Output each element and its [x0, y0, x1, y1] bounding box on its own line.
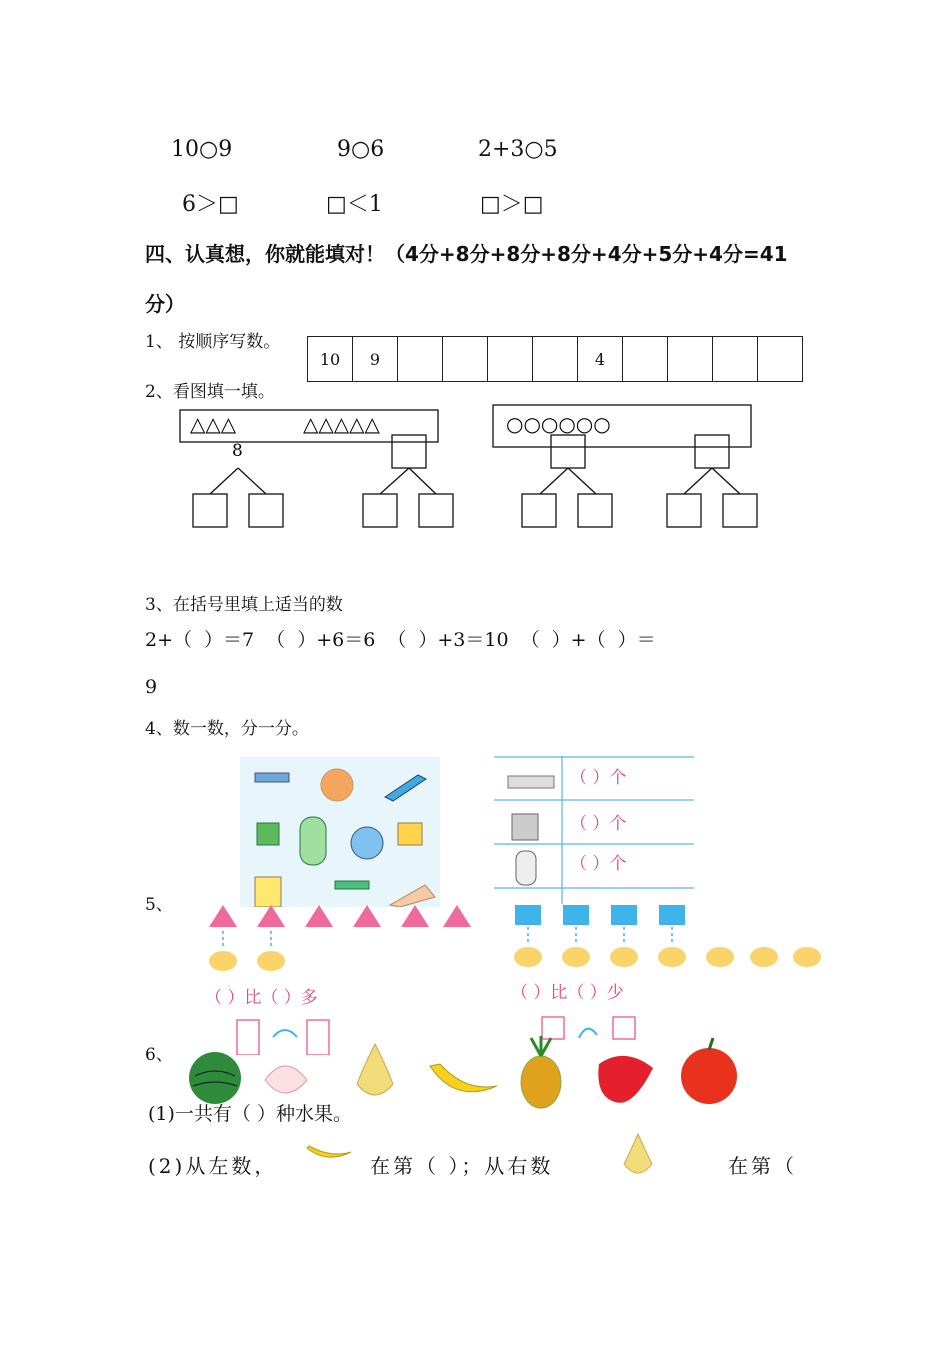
pineapple-icon [521, 1056, 561, 1108]
compare-6: □＞□ [480, 192, 544, 217]
pear-icon [620, 1132, 656, 1178]
count-row: （ ）个 [570, 814, 627, 834]
circles-group: ○○○○○○ [506, 412, 611, 436]
seq-cell[interactable] [398, 337, 443, 381]
comparison-picture [195, 905, 835, 1055]
sequence-boxes [307, 336, 803, 382]
peach-icon [265, 1066, 307, 1093]
seq-cell[interactable] [758, 337, 802, 381]
compare-4: 6＞□ [182, 192, 239, 217]
q5-label: 5、 [145, 895, 173, 915]
total-number: 8 [232, 441, 243, 461]
seq-cell[interactable] [623, 337, 668, 381]
compare-2: 9○6 [337, 137, 385, 162]
compare-1: 10○9 [171, 137, 233, 162]
more-sentence: （ ）比（ ）多 [205, 988, 318, 1008]
q6-sub2-c: 在第（ [728, 1154, 797, 1178]
pear-icon [357, 1044, 393, 1095]
q6-sub2-b: 在第（ ）；从右数 [370, 1154, 554, 1178]
count-row: （ ）个 [570, 768, 627, 788]
q4-label: 4、数一数，分一分。 [145, 719, 309, 739]
q6-sub2-a: (2)从左数， [148, 1154, 278, 1178]
apple-icon [681, 1048, 737, 1104]
strawberry-icon [598, 1056, 653, 1103]
triangles-group-a: △△△ [190, 412, 237, 436]
section-title-cont: 分） [145, 292, 185, 316]
seq-cell[interactable] [443, 337, 488, 381]
q3-equations-cont: 9 [145, 676, 158, 698]
number-bond-diagram [170, 398, 770, 538]
seq-cell[interactable]: 10 [308, 337, 353, 381]
shapes-picture [240, 757, 440, 907]
section-title: 四、认真想，你就能填对！（4分+8分+8分+8分+4分+5分+4分=41 [145, 242, 788, 266]
compare-3: 2+3○5 [478, 137, 558, 162]
q6-label: 6、 [145, 1045, 173, 1065]
seq-cell[interactable] [533, 337, 578, 381]
seq-cell[interactable] [713, 337, 758, 381]
seq-cell[interactable]: 4 [578, 337, 623, 381]
q6-sub1: (1)一共有（ ）种水果。 [148, 1103, 352, 1125]
q3-label: 3、在括号里填上适当的数 [145, 595, 343, 615]
banana-icon [305, 1142, 355, 1166]
q1-label: 1、 按顺序写数。 [145, 332, 281, 352]
watermelon-icon [189, 1052, 241, 1104]
seq-cell[interactable] [668, 337, 713, 381]
triangles-group-b: △△△△△ [303, 412, 380, 436]
q2-label: 2、看图填一填。 [145, 382, 275, 402]
compare-5: □＜1 [326, 192, 383, 217]
banana-icon [430, 1064, 497, 1092]
q3-equations: 2+（ ）＝7 （ ）+6＝6 （ ）+3＝10 （ ）+（ ）＝ [145, 629, 656, 651]
seq-cell[interactable] [488, 337, 533, 381]
count-row: （ ）个 [570, 854, 627, 874]
less-sentence: （ ）比（ ）少 [511, 983, 624, 1003]
count-table [494, 756, 694, 904]
seq-cell[interactable]: 9 [353, 337, 398, 381]
